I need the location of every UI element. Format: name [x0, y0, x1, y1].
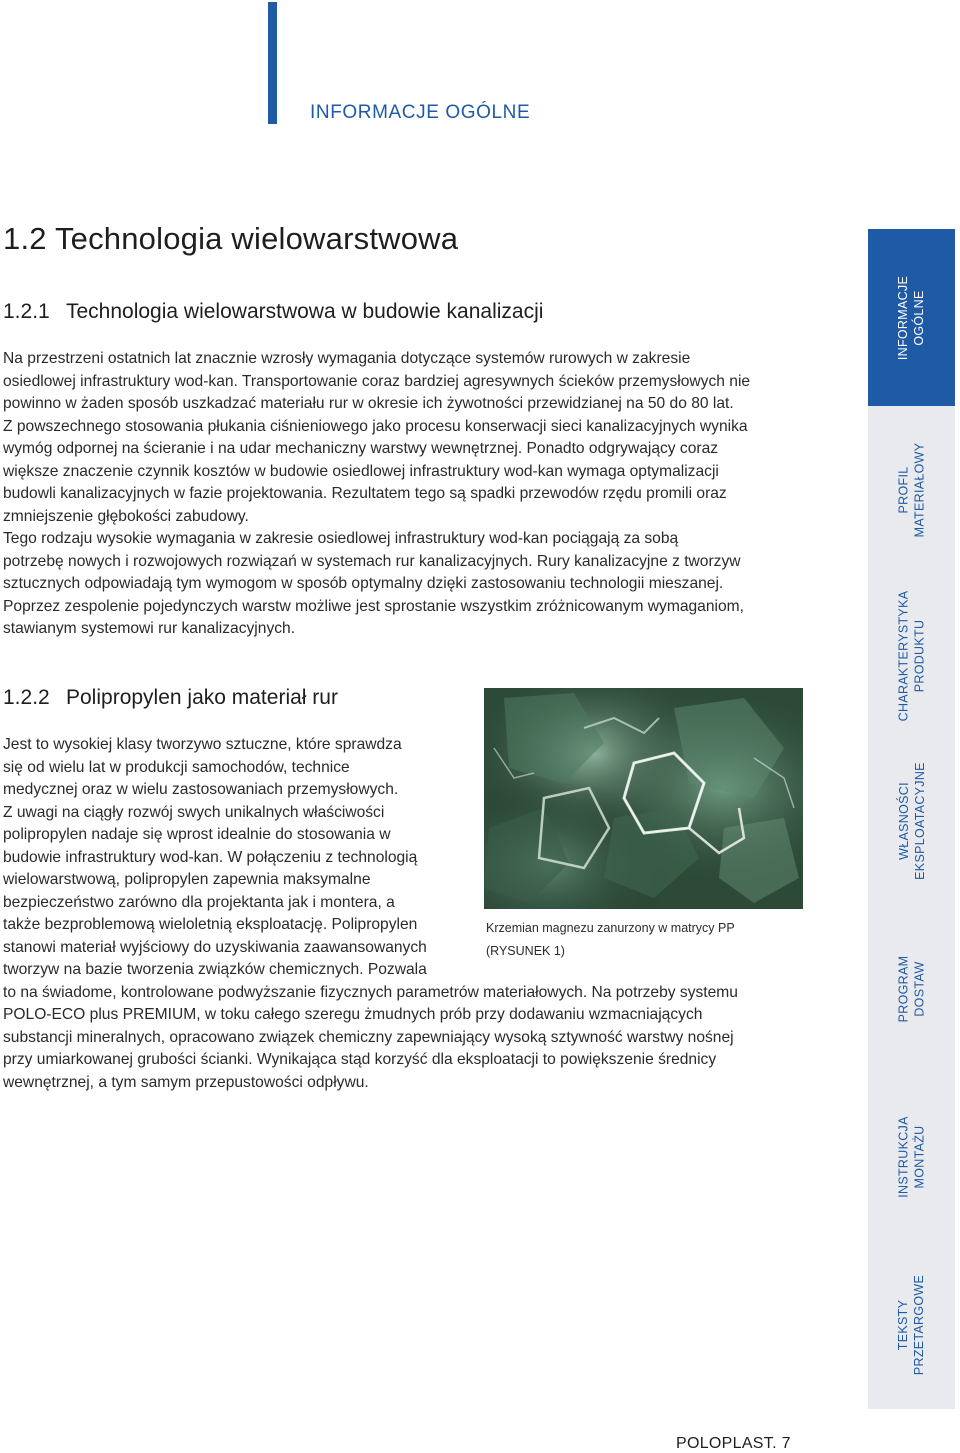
text-line: Poprzez zespolenie pojedynczych warstw możliwe jest sprostanie wszystkim zróżnicowanym wymaganiom, — [3, 597, 744, 615]
page-footer: POLOPLAST. 7 — [676, 1435, 791, 1452]
figure-label: (RYSUNEK 1) — [486, 944, 565, 958]
tab-line-2: EKSPLOATACYJNE — [912, 762, 927, 880]
text-line: także bezproblemową wieloletnią eksploatację. Polipropylen — [3, 916, 418, 933]
sidebar-tab-program-dostaw[interactable] — [868, 905, 955, 1074]
page-number: 7 — [781, 1435, 791, 1452]
tab-line-1: WŁASNOŚCI — [896, 782, 911, 860]
tab-line-1: PROFIL — [896, 466, 911, 514]
text-line: przy umiarkowanej grubości ścianki. Wynikająca stąd korzyść dla eksploatacji to powiększenie średnicy — [3, 1051, 717, 1068]
header-accent-bar — [268, 2, 277, 124]
text-line: powinno w żaden sposób uszkadzać materiału rur w okresie ich żywotności przewidzianej na 50 do 80 lat. — [3, 395, 734, 412]
sidebar-tab-instrukcja-montazu[interactable] — [868, 1073, 955, 1242]
sidebar-tab-teksty-przetargowe[interactable] — [868, 1241, 955, 1410]
text-line: wewnętrznej, a tym samym przepustowości odpływu. — [3, 1073, 369, 1091]
tab-line-1: PROGRAM — [896, 955, 911, 1023]
text-line: medycznej oraz w wielu zastosowaniach przemysłowych. — [3, 781, 399, 798]
tab-line-2: PRZETARGOWE — [912, 1274, 927, 1376]
figure-caption: Krzemian magnezu zanurzony w matrycy PP — [486, 921, 735, 935]
footer-brand: POLOPLAST — [676, 1435, 773, 1452]
text-line: budowie infrastruktury wod-kan. W połączeniu z technologią — [3, 848, 418, 866]
text-line: się od wielu lat w produkcji samochodów, technice — [3, 758, 350, 776]
text-line: Z powszechnego stosowania płukania ciśnieniowego jako procesu konserwacji sieci kanalizacyjnych wynika — [3, 417, 748, 435]
micrograph-illustration — [484, 688, 803, 909]
text-line: wielowarstwową, polipropylen zapewnia maksymalne — [3, 871, 371, 888]
sidebar-tab-label — [896, 762, 928, 880]
text-line: to na świadome, kontrolowane podwyższanie fizycznych parametrów materiałowych. Na potrzeby systemu — [3, 983, 738, 1001]
tab-line-1: INSTRUKCJA — [896, 1116, 911, 1198]
text-line: zmniejszenie głębokości zabudowy. — [3, 507, 249, 525]
text-line: stawianym systemowi rur kanalizacyjnych. — [3, 620, 296, 637]
sidebar-tab-label — [896, 1275, 928, 1375]
tab-line-2: PRODUKTU — [912, 619, 927, 692]
tab-line-1: CHARAKTERYSTYKA — [896, 590, 911, 721]
text-line: wymóg odpornej na ścieranie i na udar mechaniczny warstwy wewnętrznej. Ponadto odgrywający coraz — [3, 440, 719, 457]
text-line: stanowi materiał wyjściowy do uzyskiwania zaawansowanych — [3, 938, 427, 956]
tab-line-2: OGÓLNE — [912, 289, 927, 346]
sidebar-tab-profil-materialowy[interactable] — [868, 406, 955, 575]
section-1-body — [3, 348, 793, 641]
text-line: Na przestrzeni ostatnich lat znacznie wzrosły wymagania dotyczące systemów rurowych w zakresie — [3, 350, 691, 367]
tab-line-2: MATERIAŁOWY — [912, 442, 927, 538]
subsection-number-2: 1.2.2 — [3, 686, 50, 709]
micrograph-image — [484, 688, 803, 909]
text-line: Jest to wysokiej klasy tworzywo sztuczne, które sprawdza — [3, 736, 402, 753]
text-line: potrzebę nowych i rozwojowych rozwiązań w systemach rur kanalizacyjnych. Rury kanalizacyjne z tworzyw — [3, 552, 741, 570]
text-line: substancji mineralnych, opracowano związek chemiczny zapewniający wysoką sztywność warstwy nośnej — [3, 1028, 734, 1046]
text-line: budowli kanalizacyjnych w fazie projektowania. Rezultatem tego są spadki przewodów rzędu promili oraz — [3, 485, 727, 502]
text-line: Tego rodzaju wysokie wymagania w zakresie osiedlowej infrastruktury wod-kan pociągają za sobą — [3, 530, 679, 547]
tab-line-1: INFORMACJE — [896, 275, 911, 360]
text-line: bezpieczeństwo zarówno dla projektanta jak i montera, a — [3, 893, 395, 911]
tab-line-2: DOSTAW — [912, 961, 927, 1017]
text-line: Z uwagi na ciągły rozwój swych unikalnych właściwości — [3, 803, 385, 821]
subsection-title-2: Polipropylen jako materiał rur — [66, 686, 338, 709]
subsection-title-1: Technologia wielowarstwowa w budowie kanalizacji — [66, 300, 544, 323]
text-line: POLO-ECO plus PREMIUM, w toku całego szeregu żmudnych prób przy dodawaniu wzmacniających — [3, 1006, 703, 1023]
tab-line-1: TEKSTY — [896, 1299, 911, 1351]
subsection-heading-1 — [3, 300, 543, 324]
subsection-heading-2 — [3, 686, 338, 710]
sidebar-tab-label — [895, 1116, 927, 1197]
sidebar-tab-label — [896, 443, 928, 538]
sidebar-tab-informacje-ogolne[interactable] — [868, 229, 955, 407]
text-line: większe znaczenie czynnik kosztów w budowie osiedlowej infrastruktury wod-kan wymaga optymalizacji — [3, 462, 719, 480]
text-line: tworzyw na bazie tworzenia związków chemicznych. Pozwala — [3, 961, 427, 978]
subsection-number-1: 1.2.1 — [3, 300, 50, 323]
tab-line-2: MONTAŻU — [912, 1125, 927, 1189]
text-line: osiedlowej infrastruktury wod-kan. Transportowanie coraz bardziej agresywnych ścieków przemysłowych nie — [3, 372, 751, 390]
text-line: polipropylen nadaje się wprost idealnie do stosowania w — [3, 826, 391, 843]
section-header: INFORMACJE OGÓLNE — [310, 102, 531, 123]
sidebar-tab-label — [896, 275, 928, 359]
sidebar-tab-label — [896, 956, 928, 1023]
sidebar-tab-wlasnosci-eksploatacyjne[interactable] — [868, 737, 955, 906]
text-line: sztucznych odpowiadają tym wymogom w sposób optymalny dzięki zastosowaniu technologii mieszanej. — [3, 575, 724, 592]
sidebar-tab-label — [896, 590, 928, 721]
sidebar-tab-charakterystyka-produktu[interactable] — [868, 574, 955, 738]
section-sidebar — [868, 229, 955, 1409]
page-title: 1.2 Technologia wielowarstwowa — [3, 221, 459, 256]
